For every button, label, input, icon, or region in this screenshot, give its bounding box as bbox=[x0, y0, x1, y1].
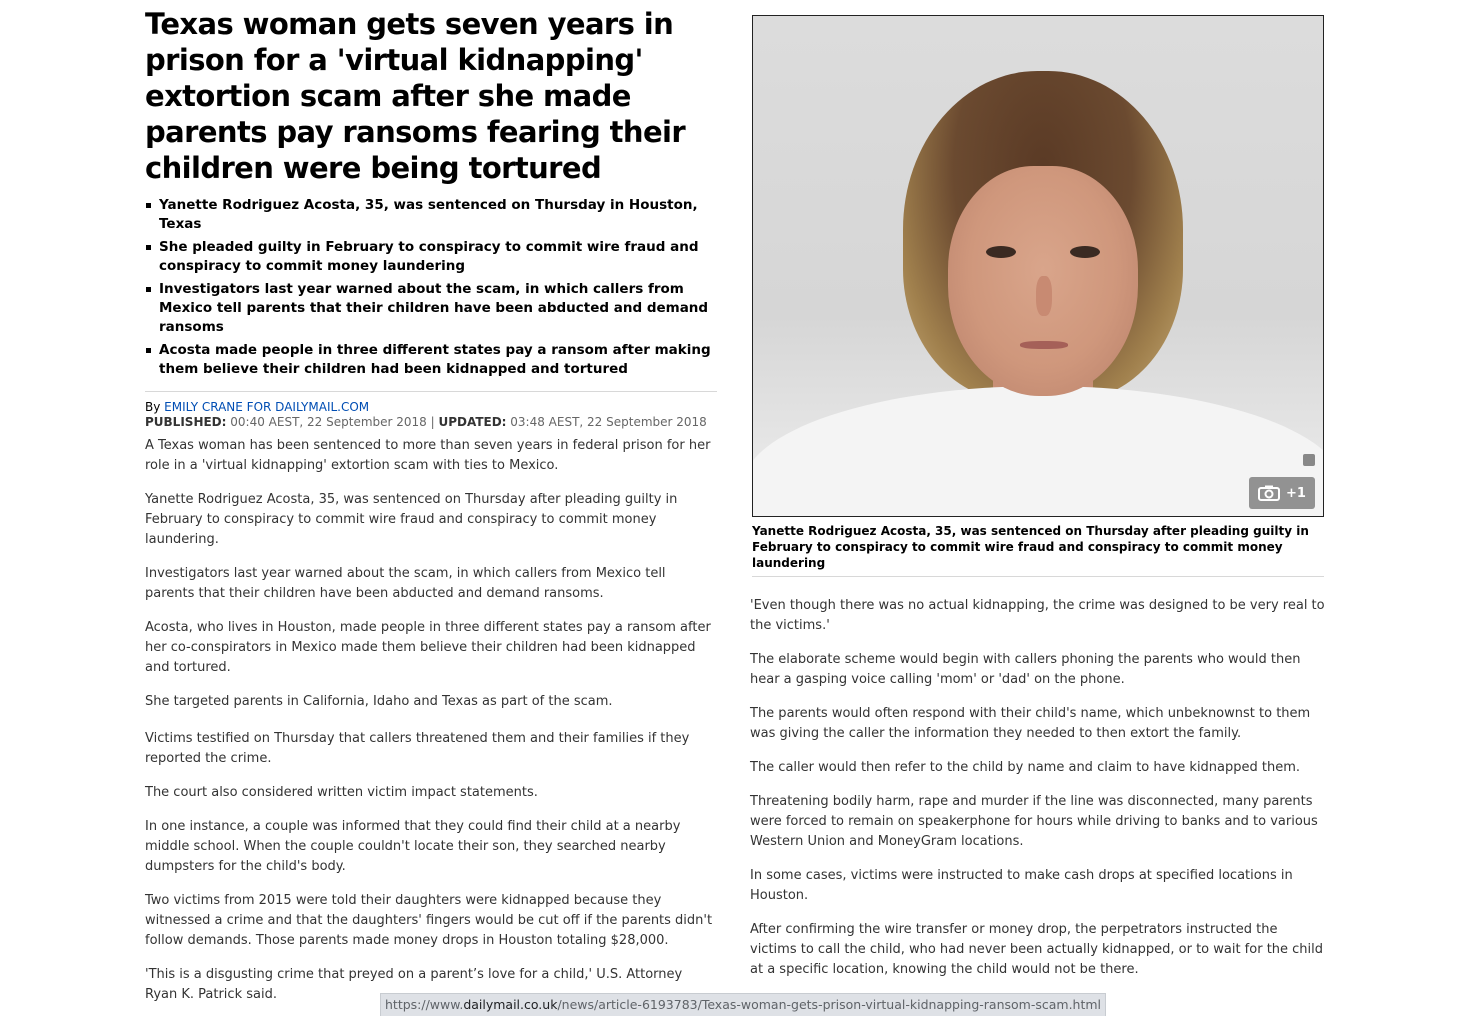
author-link[interactable]: EMILY CRANE FOR DAILYMAIL.COM bbox=[164, 400, 370, 414]
body-paragraph: In some cases, victims were instructed to make cash drops at specified locations in Houston. bbox=[750, 868, 1293, 903]
url-host: dailymail.co.uk bbox=[463, 997, 558, 1012]
body-paragraph: In one instance, a couple was informed that they could find their child at a nearby middle school. When the couple couldn't locate their son, they searched nearby dumpsters for the child's body. bbox=[145, 819, 681, 874]
published-label: PUBLISHED: bbox=[145, 415, 227, 429]
body-paragraph: The parents would often respond with their child's name, which unbeknownst to them was giving the caller the information they needed to then extort the family. bbox=[750, 706, 1311, 741]
body-paragraph: Threatening bodily harm, rape and murder if the line was disconnected, many parents were forced to remain on speakerphone for hours while driving to banks and to various Western Union and MoneyGram locations. bbox=[750, 794, 1318, 849]
updated-label: UPDATED: bbox=[438, 415, 507, 429]
camera-icon bbox=[1258, 485, 1280, 501]
updated-value: 03:48 AEST, 22 September 2018 bbox=[506, 415, 707, 429]
body-paragraph: The elaborate scheme would begin with callers phoning the parents who would then hear a gasping voice calling 'mom' or 'dad' on the phone. bbox=[750, 652, 1301, 687]
body-paragraph: A Texas woman has been sentenced to more than seven years in federal prison for her role in a 'virtual kidnapping' extortion scam with ties to Mexico. bbox=[145, 438, 711, 473]
article-photo-block bbox=[752, 15, 1324, 577]
body-paragraph: After confirming the wire transfer or money drop, the perpetrators instructed the victims to call the child, who had never been actually kidnapped, or to wait for the child at a specific location, knowing the child would not be there. bbox=[750, 922, 1324, 977]
photo-nose bbox=[1036, 276, 1052, 316]
article-summary-bullets bbox=[145, 196, 717, 379]
article-body-left bbox=[145, 436, 717, 1005]
body-paragraph: The caller would then refer to the child by name and claim to have kidnapped them. bbox=[750, 760, 1301, 775]
byline-divider bbox=[145, 391, 717, 392]
article-headline: Texas woman gets seven years in prison for a 'virtual kidnapping' extortion scam after she made parents pay ransoms fearing their children were being tortured bbox=[145, 7, 686, 185]
photo-mouth bbox=[1020, 341, 1068, 349]
body-paragraph: Acosta, who lives in Houston, made people in three different states pay a ransom after her co-conspirators in Mexico made them believe their children had been kidnapped and tortured. bbox=[145, 620, 711, 675]
mugshot-photo[interactable] bbox=[752, 15, 1324, 517]
url-path: /news/article-6193783/Texas-woman-gets-prison-virtual-kidnapping-ransom-scam.html bbox=[557, 997, 1102, 1012]
article-right-column bbox=[750, 596, 1325, 994]
body-paragraph: Investigators last year warned about the scam, in which callers from Mexico tell parents that their children have been abducted and demand ransoms. bbox=[145, 566, 666, 601]
expand-image-button[interactable] bbox=[1303, 454, 1315, 466]
summary-bullet: Investigators last year warned about the scam, in which callers from Mexico tell parents that their children have been abducted and demand ransoms bbox=[159, 280, 717, 337]
body-paragraph: The court also considered written victim impact statements. bbox=[145, 785, 538, 800]
body-paragraph: Yanette Rodriguez Acosta, 35, was sentenced on Thursday after pleading guilty in February to conspiracy to commit wire fraud and conspiracy to commit money laundering. bbox=[145, 492, 678, 547]
gallery-button[interactable] bbox=[1249, 477, 1315, 509]
body-paragraph: 'This is a disgusting crime that preyed on a parent’s love for a child,' U.S. Attorney Ryan K. Patrick said. bbox=[145, 967, 683, 1002]
dateline bbox=[145, 415, 717, 430]
photo-face bbox=[948, 166, 1138, 396]
body-paragraph: 'Even though there was no actual kidnapping, the crime was designed to be very real to the victims.' bbox=[750, 598, 1325, 633]
url-scheme: https://www. bbox=[385, 997, 464, 1012]
byline bbox=[145, 400, 717, 415]
gallery-count: +1 bbox=[1286, 485, 1306, 501]
body-paragraph: Two victims from 2015 were told their daughters were kidnapped because they witnessed a crime and that the daughters' fingers would be cut off if the parents didn't follow demands. Those parents made money drops in Houston totaling $28,000. bbox=[145, 893, 713, 948]
status-url-bar bbox=[380, 993, 1106, 1016]
body-paragraph: She targeted parents in California, Idaho and Texas as part of the scam. bbox=[145, 694, 613, 709]
body-paragraph: Victims testified on Thursday that callers threatened them and their families if they reported the crime. bbox=[145, 731, 690, 766]
summary-bullet: Acosta made people in three different states pay a ransom after making them believe their children had been kidnapped and tortured bbox=[159, 341, 717, 379]
photo-caption: Yanette Rodriguez Acosta, 35, was sentenced on Thursday after pleading guilty in February to conspiracy to commit wire fraud and conspiracy to commit money laundering bbox=[752, 523, 1324, 577]
summary-bullet: Yanette Rodriguez Acosta, 35, was sentenced on Thursday in Houston, Texas bbox=[159, 196, 717, 234]
summary-bullet: She pleaded guilty in February to conspiracy to commit wire fraud and conspiracy to commit money laundering bbox=[159, 238, 717, 276]
article-left-column bbox=[145, 6, 717, 1016]
byline-prefix: By bbox=[145, 400, 165, 414]
photo-eye-left bbox=[986, 246, 1016, 258]
photo-eye-right bbox=[1070, 246, 1100, 258]
photo-shirt bbox=[752, 386, 1324, 517]
published-value: 00:40 AEST, 22 September 2018 | bbox=[226, 415, 439, 429]
